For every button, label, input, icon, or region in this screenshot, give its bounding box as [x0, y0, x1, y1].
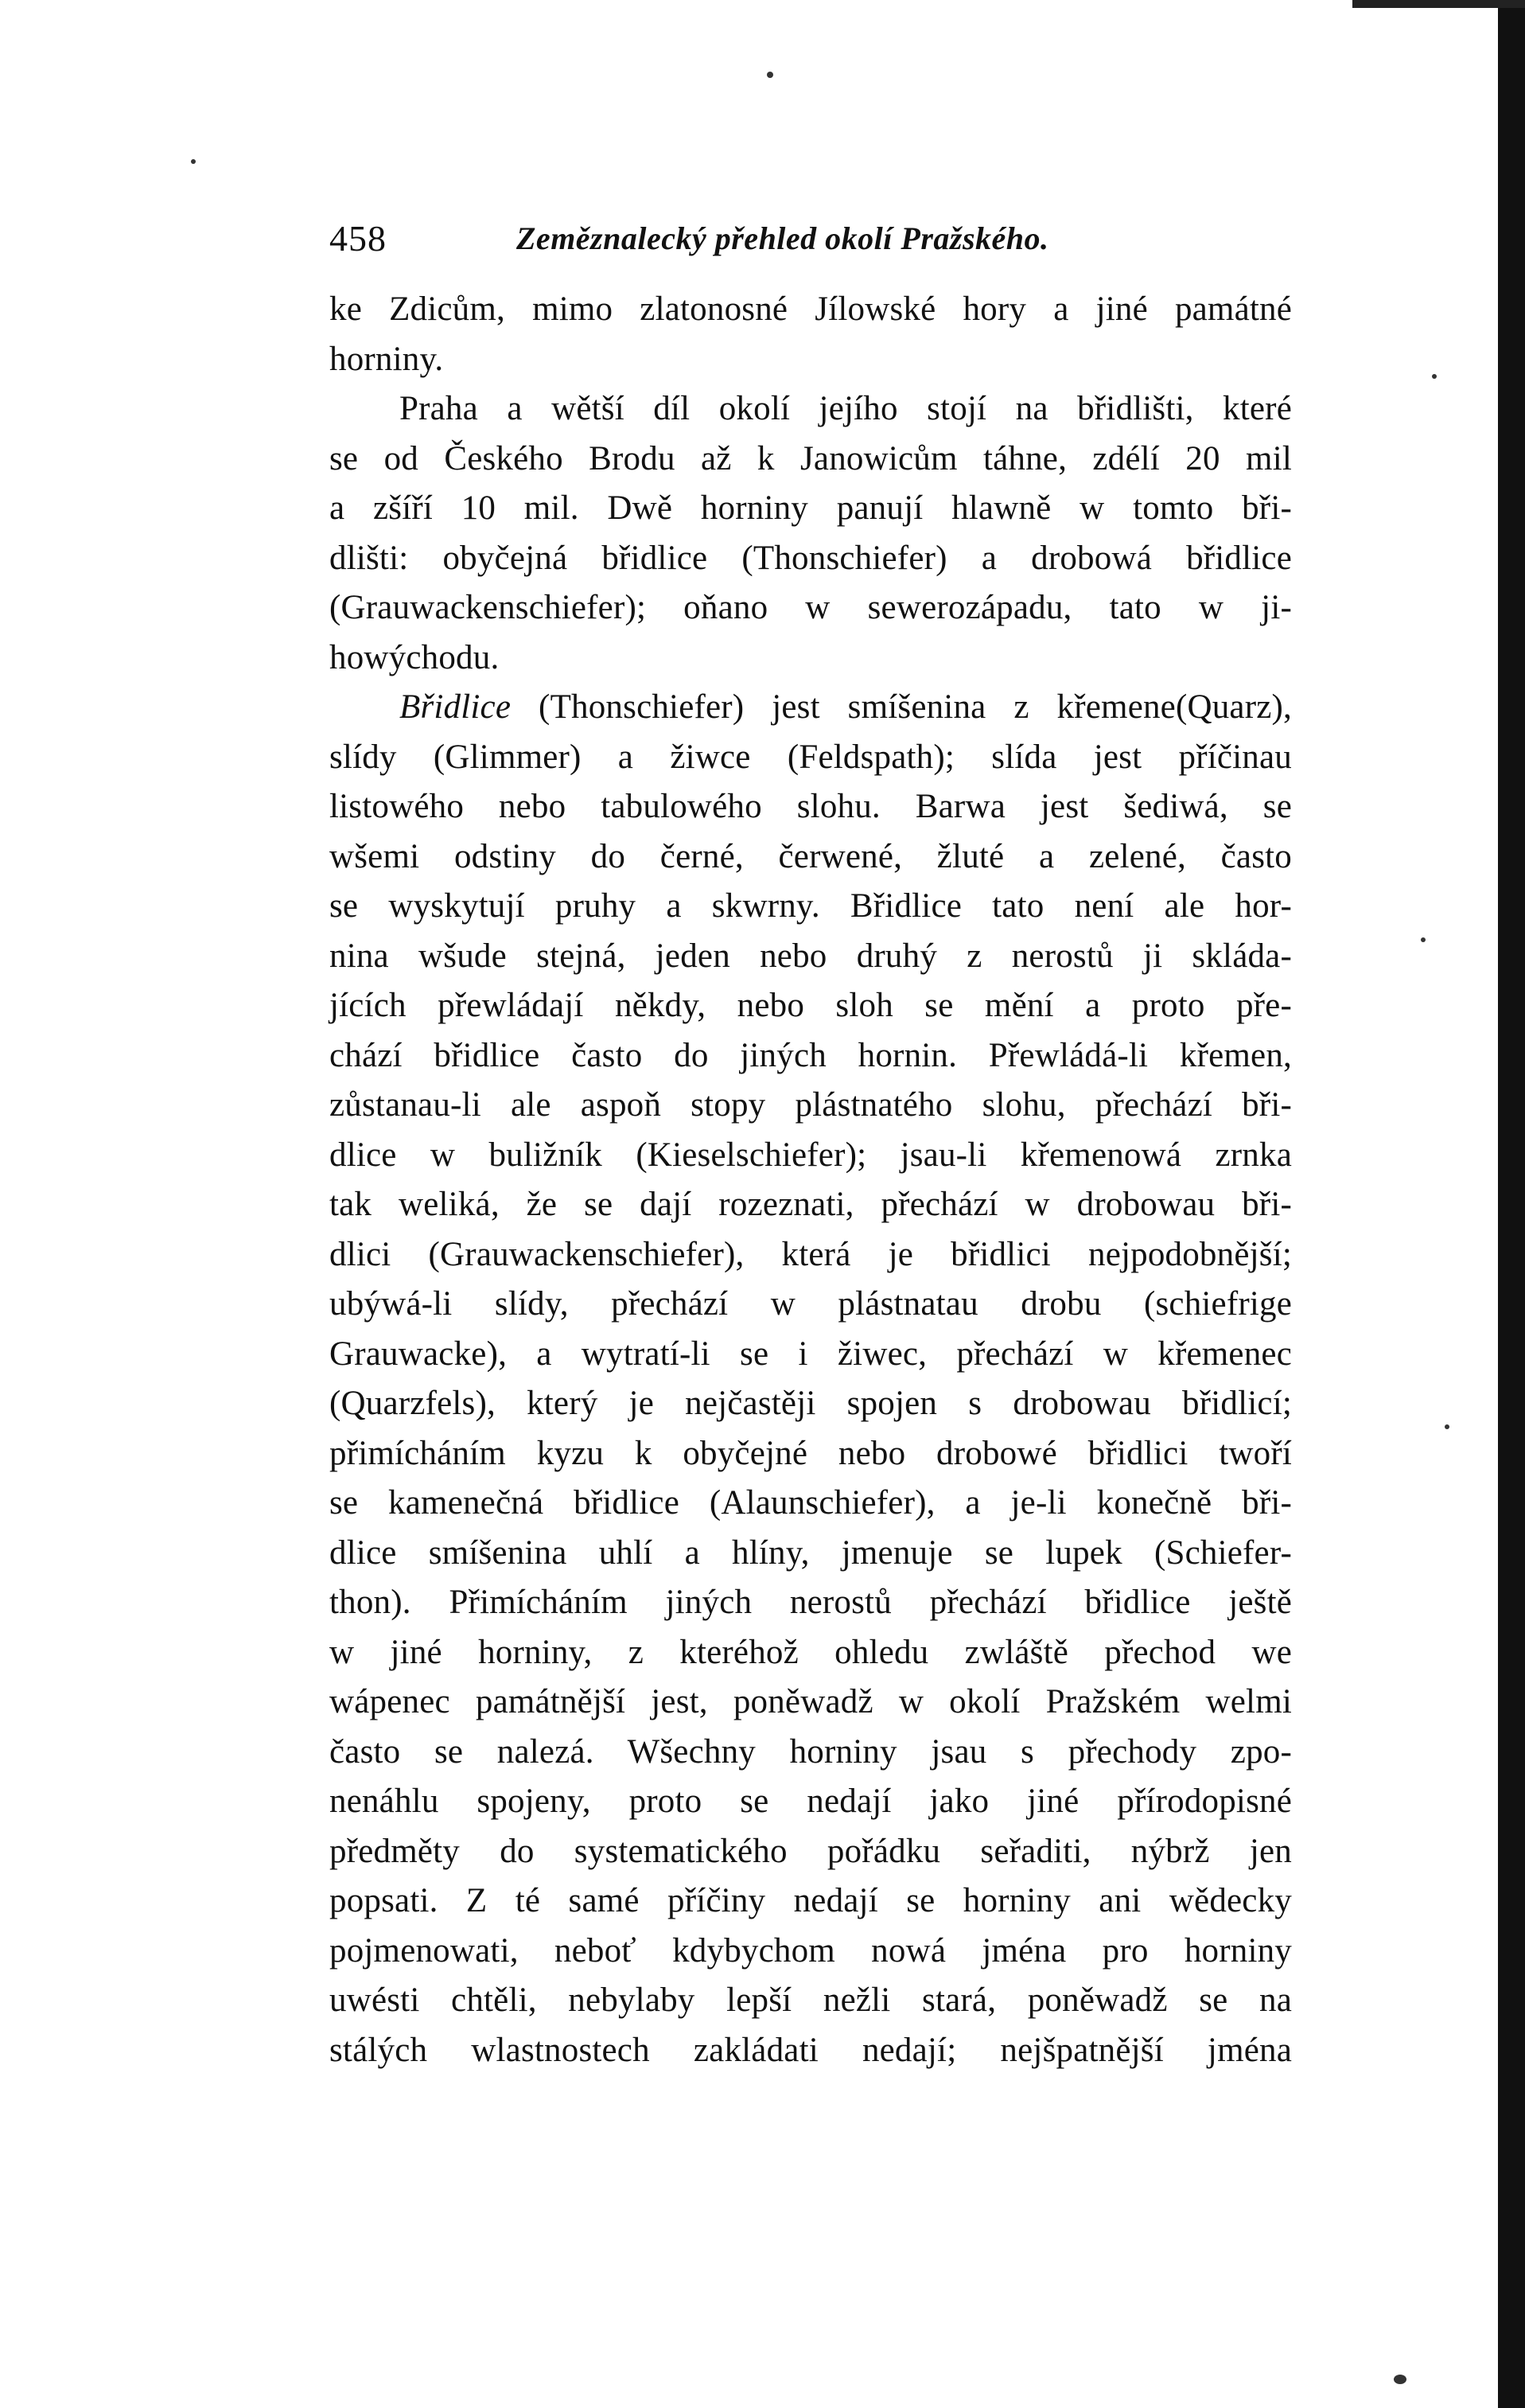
text-line: chází břidlice často do jiných hornin. Přewládá-li křemen, — [329, 1036, 1292, 1074]
text-line: horniny. — [329, 340, 444, 378]
scan-border-top — [1352, 0, 1525, 8]
text-line: (Grauwackenschiefer); oňano w sewerozápadu, tato w ji- — [329, 589, 1292, 626]
page-header — [329, 215, 1292, 263]
text-line: jících přewládají někdy, nebo sloh se mění a proto pře- — [329, 987, 1292, 1024]
scan-speck — [767, 72, 773, 78]
text-line: se wyskytují pruhy a skwrny. Břidlice tato není ale hor- — [329, 887, 1292, 925]
text-line: přimícháním kyzu k obyčejné nebo drobowé břidlici twoří — [329, 1434, 1292, 1472]
text-line: wšemi odstiny do černé, čerwené, žluté a zelené, často — [329, 837, 1292, 875]
text-line: popsati. Z té samé příčiny nedají se horniny ani wědecky — [329, 1882, 1292, 1919]
text-line: tak weliká, že se dají rozeznati, přechází w drobowau bři- — [329, 1186, 1292, 1223]
text-line: předměty do systematického pořádku seřaditi, nýbrž jen — [329, 1832, 1292, 1870]
text-line-rest: (Thonschiefer) jest smíšenina z křemene(Quarz), — [539, 688, 1292, 726]
text-line: slídy (Glimmer) a žiwce (Feldspath); slída jest příčinau — [329, 738, 1292, 776]
scan-border-right — [1498, 0, 1525, 2408]
scan-speck — [1394, 2375, 1406, 2384]
body-text — [329, 285, 1292, 2075]
text-line: thon). Přimícháním jiných nerostů přechází břidlice ještě — [329, 1584, 1292, 1621]
term-bridlice: Břidlice — [399, 688, 512, 726]
text-line: uwésti chtěli, nebylaby lepší nežli stará, poněwadž se na — [329, 1981, 1292, 2019]
text-line: se od Českého Brodu až k Janowicům táhne, zdélí 20 mil — [329, 439, 1292, 477]
text-line: stálých wlastnostech zakládati nedají; nejšpatnější jména — [329, 2031, 1292, 2069]
text-line: dlice w buližník (Kieselschiefer); jsau-li křemenowá zrnka — [329, 1136, 1292, 1174]
text-line: nina wšude stejná, jeden nebo druhý z nerostů ji skláda- — [329, 937, 1292, 975]
text-line: nenáhlu spojeny, proto se nedají jako jiné přírodopisné — [329, 1783, 1292, 1820]
running-title: Zeměznalecký přehled okolí Pražského. — [516, 220, 1049, 256]
text-line: howýchodu. — [329, 638, 500, 676]
text-line: ubýwá-li slídy, přechází w plástnatau drobu (schiefrige — [329, 1285, 1292, 1323]
text-line: dlici (Grauwackenschiefer), která je břidlici nejpodobnější; — [329, 1235, 1292, 1273]
scan-speck — [191, 159, 196, 164]
scan-speck — [1432, 374, 1437, 379]
text-line: wápenec památnější jest, poněwadž w okolí Pražském welmi — [329, 1683, 1292, 1720]
text-line: dlice smíšenina uhlí a hlíny, jmenuje se lupek (Schiefer- — [329, 1533, 1292, 1572]
scan-speck — [1421, 937, 1426, 942]
text-line: listowého nebo tabulowého slohu. Barwa jest šediwá, se — [329, 788, 1292, 825]
text-line: (Quarzfels), který je nejčastěji spojen s drobowau břidlicí; — [329, 1385, 1292, 1422]
text-line: w jiné horniny, z kteréhož ohledu zwláště přechod we — [329, 1633, 1292, 1671]
text-line: a zšíří 10 mil. Dwě horniny panují hlawně w tomto bři- — [329, 489, 1292, 527]
text-line: Grauwacke), a wytratí-li se i žiwec, přechází w křemenec — [329, 1335, 1292, 1373]
text-line: často se nalezá. Wšechny horniny jsau s přechody zpo- — [329, 1732, 1292, 1771]
text-line: se kamenečná břidlice (Alaunschiefer), a je-li konečně bři- — [329, 1484, 1292, 1522]
text-line — [329, 683, 1292, 733]
text-line: ke Zdicům, mimo zlatonosné Jílowské hory a jiné památné — [329, 290, 1292, 328]
text-line: pojmenowati, neboť kdybychom nowá jména pro horniny — [329, 1931, 1292, 1970]
scan-speck — [1445, 1424, 1449, 1429]
text-line: Praha a wětší díl okolí jejího stojí na břidlišti, které — [399, 390, 1292, 427]
page-number: 458 — [329, 218, 387, 259]
text-line: zůstanau-li ale aspoň stopy plástnatého slohu, přechází bři- — [329, 1086, 1292, 1124]
text-line: dlišti: obyčejná břidlice (Thonschiefer) a drobowá břidlice — [329, 539, 1292, 577]
